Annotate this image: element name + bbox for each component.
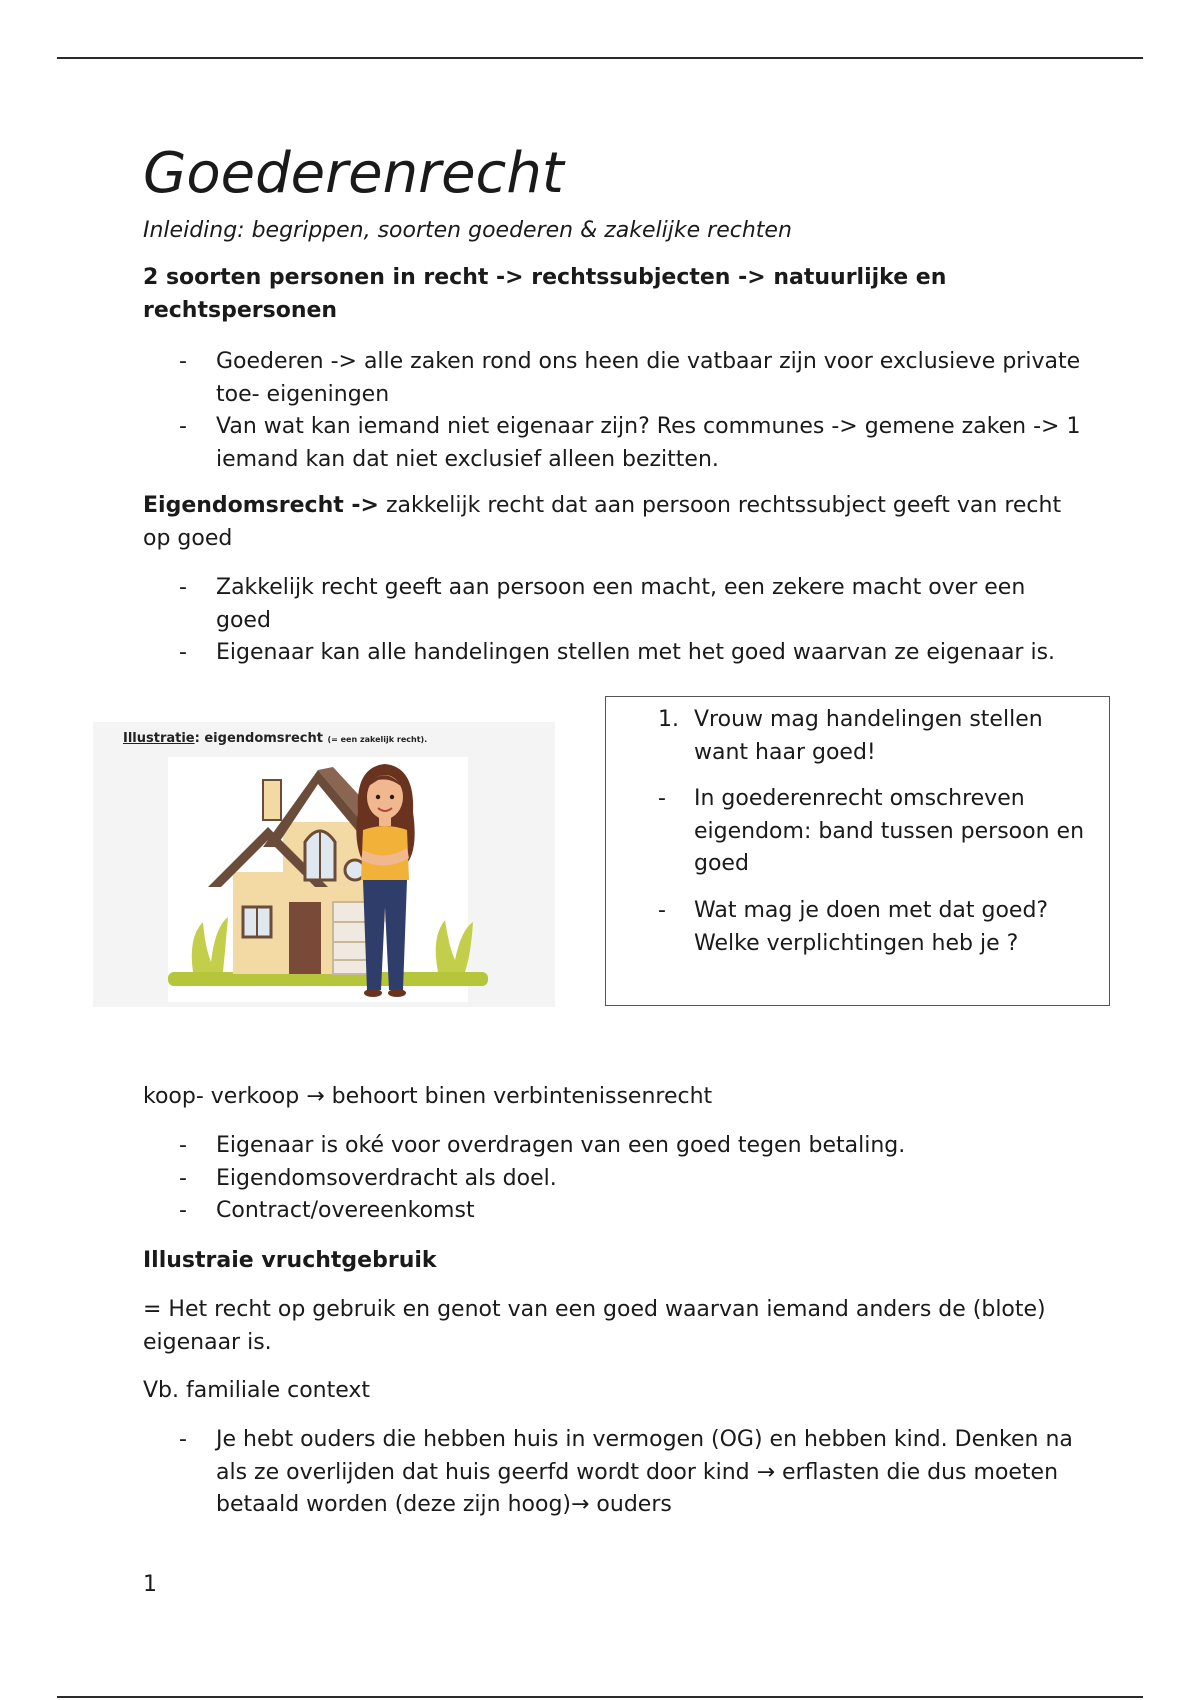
list-item: - Eigenaar kan alle handelingen stellen met het goed waarvan ze eigenaar is. <box>143 637 1083 670</box>
door <box>289 902 321 974</box>
caption-small: (= een zakelijk recht). <box>327 735 428 744</box>
list-item: - Goederen -> alle zaken rond ons heen die vatbaar zijn voor exclusieve private toe- eigeningen <box>143 346 1083 411</box>
section4-heading: Illustraie vruchtgebruik <box>143 1248 437 1273</box>
top-rule <box>57 57 1143 59</box>
list-item: - Eigenaar is oké voor overdragen van een goed tegen betaling. <box>143 1130 1083 1163</box>
list-text: Wat mag je doen met dat goed? Welke verplichtingen heb je ? <box>694 898 1049 956</box>
woman-shoe <box>388 989 406 997</box>
chimney <box>263 780 281 820</box>
section1-list <box>143 346 1083 476</box>
list-item: - Contract/overeenkomst <box>143 1195 1083 1228</box>
list-marker: - <box>658 786 666 811</box>
section3-list <box>143 1130 1083 1228</box>
list-text: Vrouw mag handelingen stellen want haar goed! <box>694 707 1043 765</box>
house-woman-illustration <box>93 722 555 1007</box>
section2-heading <box>143 490 1063 555</box>
section3-heading: koop- verkoop → behoort binen verbintenissenrecht <box>143 1084 713 1109</box>
list-marker: 1. <box>658 707 679 732</box>
list-item: - Je hebt ouders die hebben huis in vermogen (OG) en hebben kind. Denken na als ze overlijden dat huis geerfd wordt door kind → erflasten die dus moeten betaald worden (deze zijn hoog)→ ouders <box>143 1424 1083 1522</box>
section4-definition: = Het recht op gebruik en genot van een goed waarvan iemand anders de (blote) eigenaar is. <box>143 1297 1046 1355</box>
section2-list <box>143 572 1083 670</box>
page-title: Goederenrecht <box>143 141 564 206</box>
section1-heading: 2 soorten personen in recht -> rechtssubjecten -> natuurlijke en rechtspersonen <box>143 265 947 323</box>
list-item: - Eigendomsoverdracht als doel. <box>143 1163 1083 1196</box>
list-item <box>658 895 1094 960</box>
list-marker: - <box>658 898 666 923</box>
illustration-caption <box>123 731 427 746</box>
section4-list <box>143 1424 1083 1522</box>
list-item: - Van wat kan iemand niet eigenaar zijn? Res communes -> gemene zaken -> 1 iemand kan dat niet exclusief alleen bezitten. <box>143 411 1083 476</box>
notes-box <box>605 696 1110 1006</box>
caption-label: Illustratie <box>123 731 195 746</box>
caption-text: : eigendomsrecht <box>194 731 323 746</box>
ownership-illustration <box>93 722 555 1007</box>
list-item <box>658 783 1094 881</box>
section2-heading-bold: Eigendomsrecht -> <box>143 493 379 518</box>
list-text: In goederenrecht omschreven eigendom: band tussen persoon en goed <box>694 786 1085 876</box>
subtitle: Inleiding: begrippen, soorten goederen & zakelijke rechten <box>143 218 792 243</box>
bottom-rule <box>57 1696 1143 1698</box>
section4-example: Vb. familiale context <box>143 1378 371 1403</box>
woman-eye <box>390 795 394 799</box>
section2-heading-rest: zakkelijk recht dat aan persoon rechtssubject geeft van recht op goed <box>143 493 1062 551</box>
list-item: - Zakkelijk recht geeft aan persoon een macht, een zekere macht over een goed <box>143 572 1083 637</box>
page-number: 1 <box>143 1572 157 1597</box>
list-item <box>658 704 1094 769</box>
woman-shoe <box>364 989 382 997</box>
woman-eye <box>376 795 380 799</box>
lawn <box>168 972 488 986</box>
woman-neck <box>379 816 391 826</box>
